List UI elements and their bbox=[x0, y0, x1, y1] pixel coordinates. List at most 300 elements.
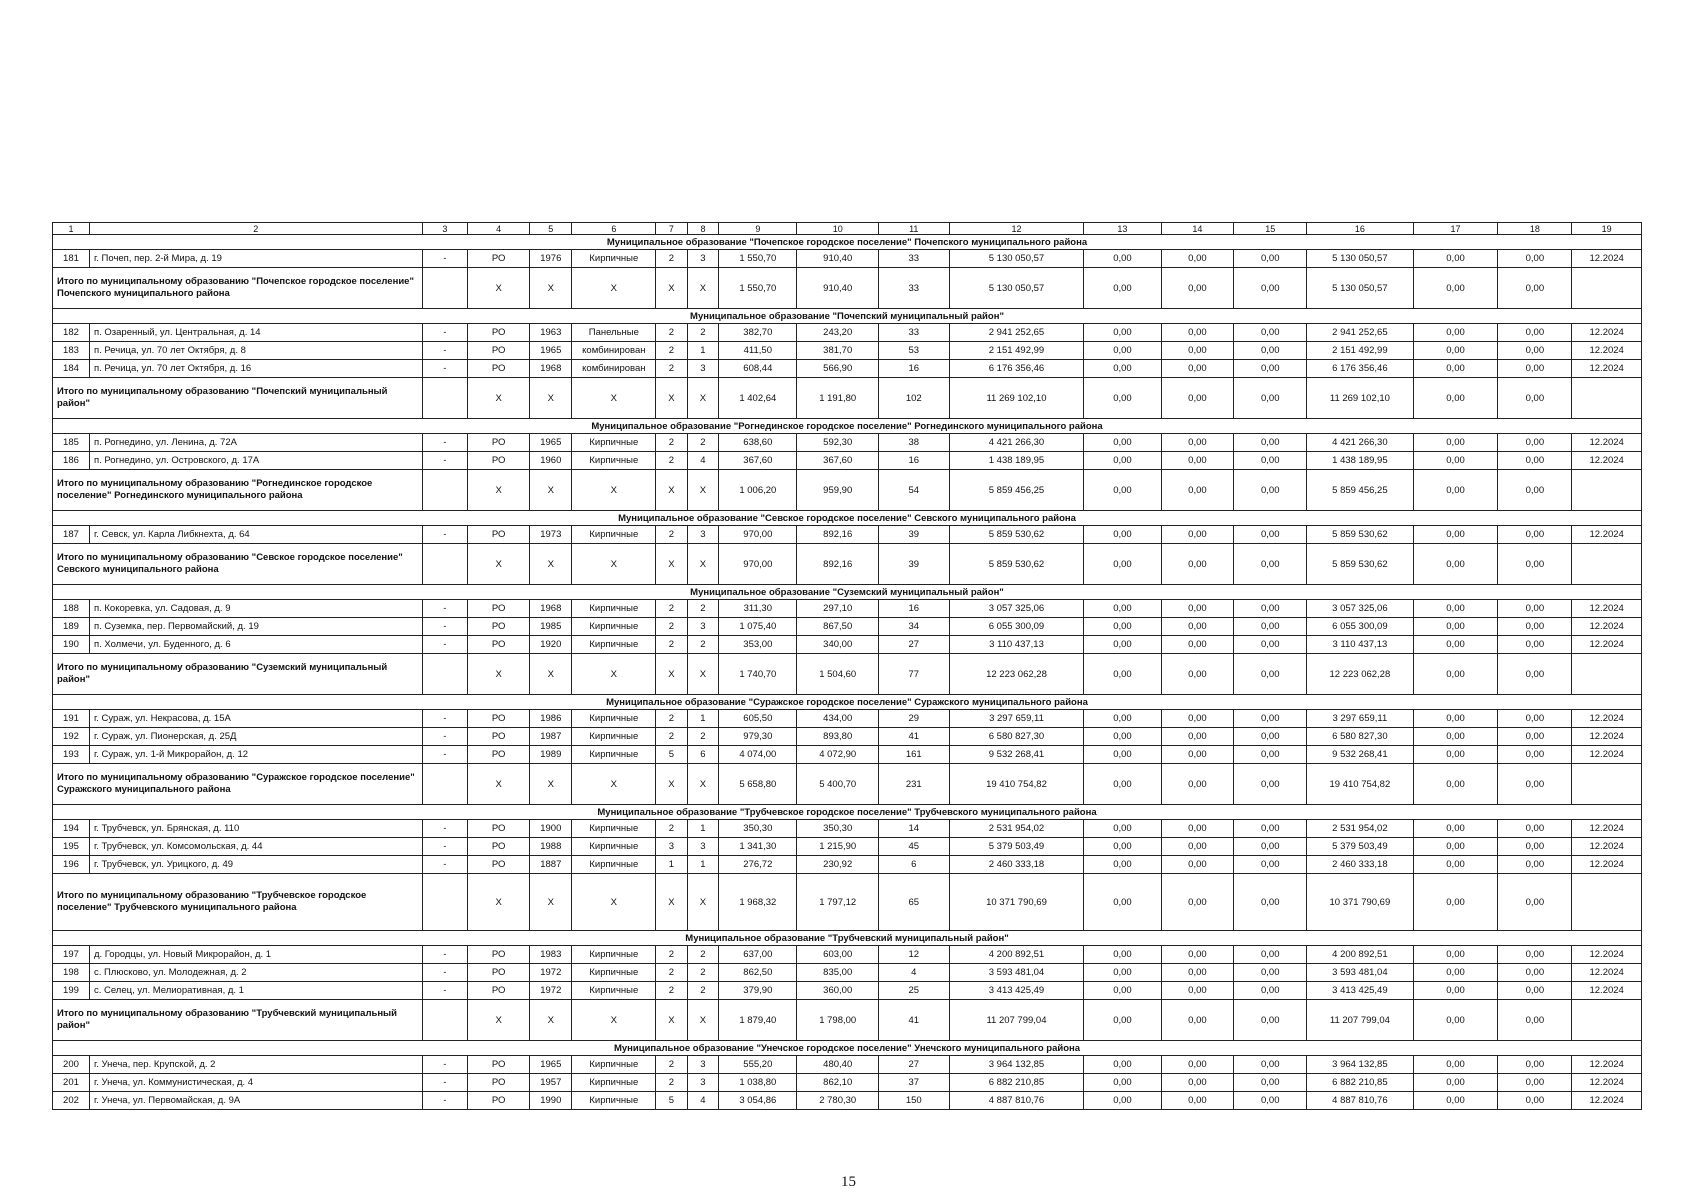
table-cell: 33 bbox=[878, 250, 949, 268]
subtotal-cell: Х bbox=[656, 654, 688, 695]
table-cell: - bbox=[422, 452, 468, 470]
table-row bbox=[53, 820, 1642, 838]
table-cell: 0,00 bbox=[1413, 1056, 1498, 1074]
subtotal-cell: Х bbox=[468, 268, 530, 309]
subtotal-cell: 0,00 bbox=[1161, 764, 1234, 805]
table-cell: 0,00 bbox=[1234, 1056, 1307, 1074]
table-row bbox=[53, 728, 1642, 746]
table-cell: 0,00 bbox=[1413, 946, 1498, 964]
table-cell: - bbox=[422, 434, 468, 452]
subtotal-cell: 0,00 bbox=[1413, 378, 1498, 419]
table-cell: 0,00 bbox=[1161, 1056, 1234, 1074]
subtotal-cell: 19 410 754,82 bbox=[1307, 764, 1414, 805]
subtotal-cell bbox=[422, 470, 468, 511]
subtotal-row bbox=[53, 268, 1642, 309]
table-cell: 276,72 bbox=[719, 856, 797, 874]
table-cell: 3 593 481,04 bbox=[1307, 964, 1414, 982]
table-cell: 862,50 bbox=[719, 964, 797, 982]
table-cell: 350,30 bbox=[797, 820, 879, 838]
table-cell: 189 bbox=[53, 618, 90, 636]
table-cell: РО bbox=[468, 982, 530, 1000]
table-cell: 0,00 bbox=[1161, 838, 1234, 856]
table-cell: 0,00 bbox=[1161, 946, 1234, 964]
table-cell: 12.2024 bbox=[1572, 618, 1642, 636]
table-cell: - bbox=[422, 360, 468, 378]
table-cell: 1986 bbox=[530, 710, 572, 728]
table-cell: 4 887 810,76 bbox=[1307, 1092, 1414, 1110]
table-cell: 2 bbox=[656, 1074, 688, 1092]
subtotal-cell: 0,00 bbox=[1084, 268, 1161, 309]
table-cell: 1990 bbox=[530, 1092, 572, 1110]
table-cell: 194 bbox=[53, 820, 90, 838]
table-cell: 0,00 bbox=[1498, 324, 1572, 342]
table-cell: 4 887 810,76 bbox=[949, 1092, 1084, 1110]
column-number-header: 1 bbox=[53, 223, 90, 235]
table-cell: 183 bbox=[53, 342, 90, 360]
table-cell: РО bbox=[468, 820, 530, 838]
subtotal-cell: Х bbox=[572, 874, 656, 931]
table-cell: 12.2024 bbox=[1572, 746, 1642, 764]
table-cell: 1957 bbox=[530, 1074, 572, 1092]
table-cell: 0,00 bbox=[1234, 820, 1307, 838]
subtotal-cell: Х bbox=[572, 1000, 656, 1041]
subtotal-cell: Х bbox=[530, 874, 572, 931]
column-number-header: 18 bbox=[1498, 223, 1572, 235]
table-cell: 12.2024 bbox=[1572, 982, 1642, 1000]
table-cell: 566,90 bbox=[797, 360, 879, 378]
subtotal-cell bbox=[1572, 378, 1642, 419]
table-cell: 0,00 bbox=[1413, 250, 1498, 268]
table-cell: 0,00 bbox=[1084, 526, 1161, 544]
table-cell: 16 bbox=[878, 360, 949, 378]
table-cell: 3 413 425,49 bbox=[949, 982, 1084, 1000]
table-cell: 0,00 bbox=[1234, 452, 1307, 470]
subtotal-cell bbox=[422, 654, 468, 695]
table-cell: РО bbox=[468, 710, 530, 728]
table-cell: 1 bbox=[687, 856, 719, 874]
subtotal-cell bbox=[422, 268, 468, 309]
table-cell: 12.2024 bbox=[1572, 946, 1642, 964]
address-cell: п. Речица, ул. 70 лет Октября, д. 16 bbox=[89, 360, 422, 378]
table-cell: 0,00 bbox=[1084, 1092, 1161, 1110]
table-cell: 0,00 bbox=[1084, 360, 1161, 378]
table-cell: 2 151 492,99 bbox=[1307, 342, 1414, 360]
table-cell: 0,00 bbox=[1161, 526, 1234, 544]
table-cell: 0,00 bbox=[1498, 946, 1572, 964]
table-cell: 605,50 bbox=[719, 710, 797, 728]
table-cell: 1 bbox=[687, 710, 719, 728]
municipality-title: Муниципальное образование "Трубчевское городское поселение" Трубчевского муниципального района bbox=[53, 805, 1642, 820]
table-cell: 0,00 bbox=[1413, 838, 1498, 856]
table-cell: 3 110 437,13 bbox=[949, 636, 1084, 654]
table-cell: РО bbox=[468, 324, 530, 342]
subtotal-cell: 1 879,40 bbox=[719, 1000, 797, 1041]
table-cell: 0,00 bbox=[1498, 618, 1572, 636]
table-cell: 12.2024 bbox=[1572, 856, 1642, 874]
subtotal-cell: 0,00 bbox=[1413, 1000, 1498, 1041]
subtotal-cell: Х bbox=[656, 544, 688, 585]
subtotal-cell: 0,00 bbox=[1234, 1000, 1307, 1041]
table-cell: 1983 bbox=[530, 946, 572, 964]
subtotal-cell: 0,00 bbox=[1161, 1000, 1234, 1041]
table-cell: 0,00 bbox=[1084, 746, 1161, 764]
municipality-title: Муниципальное образование "Почепское городское поселение" Почепского муниципального района bbox=[53, 235, 1642, 250]
table-cell: Панельные bbox=[572, 324, 656, 342]
column-number-header: 16 bbox=[1307, 223, 1414, 235]
table-cell: 27 bbox=[878, 636, 949, 654]
table-cell: 184 bbox=[53, 360, 90, 378]
subtotal-cell: 0,00 bbox=[1161, 268, 1234, 309]
table-cell: 12.2024 bbox=[1572, 250, 1642, 268]
address-cell: г. Трубчевск, ул. Брянская, д. 110 bbox=[89, 820, 422, 838]
subtotal-row bbox=[53, 378, 1642, 419]
table-cell: РО bbox=[468, 636, 530, 654]
table-cell: 12.2024 bbox=[1572, 342, 1642, 360]
table-cell: 5 859 530,62 bbox=[949, 526, 1084, 544]
subtotal-cell: Х bbox=[656, 874, 688, 931]
column-number-header: 9 bbox=[719, 223, 797, 235]
subtotal-cell: 0,00 bbox=[1498, 654, 1572, 695]
table-cell: - bbox=[422, 1092, 468, 1110]
table-cell: 12 bbox=[878, 946, 949, 964]
subtotal-cell: Х bbox=[468, 654, 530, 695]
subtotal-cell: 65 bbox=[878, 874, 949, 931]
subtotal-cell: 0,00 bbox=[1234, 654, 1307, 695]
table-cell: 3 bbox=[687, 838, 719, 856]
table-cell: 0,00 bbox=[1498, 434, 1572, 452]
table-cell: Кирпичные bbox=[572, 856, 656, 874]
subtotal-cell: 0,00 bbox=[1413, 470, 1498, 511]
subtotal-cell: Х bbox=[530, 654, 572, 695]
subtotal-cell: Х bbox=[656, 378, 688, 419]
table-cell: - bbox=[422, 1074, 468, 1092]
subtotal-cell: 0,00 bbox=[1413, 874, 1498, 931]
table-cell: 0,00 bbox=[1234, 1092, 1307, 1110]
column-number-header: 19 bbox=[1572, 223, 1642, 235]
table-cell: Кирпичные bbox=[572, 434, 656, 452]
subtotal-cell bbox=[422, 764, 468, 805]
page-number: 15 bbox=[841, 1174, 856, 1190]
table-cell: 3 057 325,06 bbox=[1307, 600, 1414, 618]
table-body bbox=[53, 223, 1642, 1110]
table-cell: Кирпичные bbox=[572, 1092, 656, 1110]
table-cell: 2 bbox=[687, 600, 719, 618]
table-row bbox=[53, 856, 1642, 874]
table-cell: 27 bbox=[878, 1056, 949, 1074]
table-cell: 37 bbox=[878, 1074, 949, 1092]
table-cell: 12.2024 bbox=[1572, 600, 1642, 618]
table-cell: 2 bbox=[656, 982, 688, 1000]
subtotal-cell: Х bbox=[468, 544, 530, 585]
table-cell: 3 593 481,04 bbox=[949, 964, 1084, 982]
subtotal-cell: Х bbox=[687, 764, 719, 805]
address-cell: с. Селец, ул. Мелиоративная, д. 1 bbox=[89, 982, 422, 1000]
table-cell: 0,00 bbox=[1234, 526, 1307, 544]
table-cell: 1 bbox=[687, 820, 719, 838]
subtotal-cell: Х bbox=[656, 268, 688, 309]
table-cell: 9 532 268,41 bbox=[949, 746, 1084, 764]
table-cell: 0,00 bbox=[1161, 1074, 1234, 1092]
table-cell: 190 bbox=[53, 636, 90, 654]
table-cell: РО bbox=[468, 1092, 530, 1110]
table-cell: 862,10 bbox=[797, 1074, 879, 1092]
subtotal-cell: 959,90 bbox=[797, 470, 879, 511]
table-cell: 14 bbox=[878, 820, 949, 838]
table-cell: 5 379 503,49 bbox=[1307, 838, 1414, 856]
address-cell: г. Сураж, ул. Некрасова, д. 15А bbox=[89, 710, 422, 728]
table-cell: 12.2024 bbox=[1572, 820, 1642, 838]
table-cell: 3 413 425,49 bbox=[1307, 982, 1414, 1000]
table-cell: 0,00 bbox=[1084, 1056, 1161, 1074]
table-cell: 1920 bbox=[530, 636, 572, 654]
table-cell: 0,00 bbox=[1413, 964, 1498, 982]
table-cell: 3 110 437,13 bbox=[1307, 636, 1414, 654]
table-cell: 0,00 bbox=[1084, 324, 1161, 342]
table-cell: 0,00 bbox=[1084, 600, 1161, 618]
table-cell: РО bbox=[468, 600, 530, 618]
table-cell: 6 882 210,85 bbox=[949, 1074, 1084, 1092]
subtotal-cell: Х bbox=[572, 764, 656, 805]
subtotal-cell: 12 223 062,28 bbox=[949, 654, 1084, 695]
table-cell: 0,00 bbox=[1413, 982, 1498, 1000]
table-cell: 1968 bbox=[530, 600, 572, 618]
subtotal-cell: 0,00 bbox=[1234, 544, 1307, 585]
subtotal-cell: 41 bbox=[878, 1000, 949, 1041]
subtotal-cell: 5 859 456,25 bbox=[949, 470, 1084, 511]
subtotal-cell: 5 130 050,57 bbox=[949, 268, 1084, 309]
table-cell: - bbox=[422, 710, 468, 728]
column-number-header: 13 bbox=[1084, 223, 1161, 235]
table-cell: 2 bbox=[656, 452, 688, 470]
table-cell: комбинирован bbox=[572, 342, 656, 360]
subtotal-cell: 0,00 bbox=[1161, 654, 1234, 695]
table-cell: 161 bbox=[878, 746, 949, 764]
table-cell: - bbox=[422, 342, 468, 360]
table-cell: 0,00 bbox=[1161, 982, 1234, 1000]
subtotal-cell: 0,00 bbox=[1161, 378, 1234, 419]
subtotal-cell: 102 bbox=[878, 378, 949, 419]
address-cell: г. Сураж, ул. Пионерская, д. 25Д bbox=[89, 728, 422, 746]
table-cell: 0,00 bbox=[1234, 1074, 1307, 1092]
table-cell: 5 bbox=[656, 1092, 688, 1110]
table-cell: 0,00 bbox=[1234, 250, 1307, 268]
subtotal-cell: 10 371 790,69 bbox=[1307, 874, 1414, 931]
table-cell: 1 075,40 bbox=[719, 618, 797, 636]
table-cell: 0,00 bbox=[1413, 728, 1498, 746]
subtotal-cell: Х bbox=[468, 764, 530, 805]
subtotal-cell: Х bbox=[656, 470, 688, 511]
subtotal-cell: 0,00 bbox=[1234, 470, 1307, 511]
subtotal-cell: 1 402,64 bbox=[719, 378, 797, 419]
subtotal-cell: 0,00 bbox=[1498, 874, 1572, 931]
table-cell: - bbox=[422, 964, 468, 982]
table-cell: 2 bbox=[656, 250, 688, 268]
table-cell: 892,16 bbox=[797, 526, 879, 544]
table-cell: 2 531 954,02 bbox=[1307, 820, 1414, 838]
column-number-header: 15 bbox=[1234, 223, 1307, 235]
section-header-row bbox=[53, 511, 1642, 526]
section-header-row bbox=[53, 585, 1642, 600]
table-cell: Кирпичные bbox=[572, 746, 656, 764]
table-cell: 38 bbox=[878, 434, 949, 452]
address-cell: г. Почеп, пер. 2-й Мира, д. 19 bbox=[89, 250, 422, 268]
table-cell: 0,00 bbox=[1161, 820, 1234, 838]
table-cell: 4 421 266,30 bbox=[1307, 434, 1414, 452]
table-cell: 555,20 bbox=[719, 1056, 797, 1074]
table-cell: 16 bbox=[878, 452, 949, 470]
subtotal-cell bbox=[422, 1000, 468, 1041]
table-cell: - bbox=[422, 820, 468, 838]
subtotal-cell: 0,00 bbox=[1161, 470, 1234, 511]
subtotal-row bbox=[53, 654, 1642, 695]
table-cell: 3 bbox=[687, 360, 719, 378]
table-row bbox=[53, 1074, 1642, 1092]
table-cell: 893,80 bbox=[797, 728, 879, 746]
table-cell: 39 bbox=[878, 526, 949, 544]
section-header-row bbox=[53, 1041, 1642, 1056]
subtotal-row bbox=[53, 544, 1642, 585]
subtotal-cell: 54 bbox=[878, 470, 949, 511]
table-cell: 6 580 827,30 bbox=[949, 728, 1084, 746]
table-cell: 2 bbox=[656, 964, 688, 982]
table-cell: 3 bbox=[687, 526, 719, 544]
table-cell: 2 bbox=[656, 434, 688, 452]
table-cell: 192 bbox=[53, 728, 90, 746]
subtotal-label: Итого по муниципальному образованию "Почепское городское поселение" Почепского муниципального района bbox=[53, 268, 423, 309]
table-cell: 0,00 bbox=[1161, 250, 1234, 268]
table-cell: 0,00 bbox=[1234, 746, 1307, 764]
subtotal-cell: 12 223 062,28 bbox=[1307, 654, 1414, 695]
table-row bbox=[53, 618, 1642, 636]
table-cell: 1987 bbox=[530, 728, 572, 746]
table-cell: 638,60 bbox=[719, 434, 797, 452]
table-cell: 2 bbox=[656, 600, 688, 618]
subtotal-cell: 5 859 530,62 bbox=[949, 544, 1084, 585]
table-cell: 0,00 bbox=[1498, 250, 1572, 268]
table-cell: Кирпичные bbox=[572, 1074, 656, 1092]
table-cell: 353,00 bbox=[719, 636, 797, 654]
subtotal-cell bbox=[1572, 470, 1642, 511]
table-cell: 0,00 bbox=[1413, 526, 1498, 544]
table-cell: 0,00 bbox=[1084, 618, 1161, 636]
table-cell: 2 460 333,18 bbox=[949, 856, 1084, 874]
table-cell: 1985 bbox=[530, 618, 572, 636]
subtotal-cell bbox=[1572, 874, 1642, 931]
table-cell: 4 bbox=[687, 1092, 719, 1110]
subtotal-cell: Х bbox=[468, 874, 530, 931]
table-cell: 195 bbox=[53, 838, 90, 856]
subtotal-cell: 0,00 bbox=[1084, 764, 1161, 805]
subtotal-cell: Х bbox=[656, 764, 688, 805]
table-cell: 9 532 268,41 bbox=[1307, 746, 1414, 764]
subtotal-cell: 0,00 bbox=[1084, 470, 1161, 511]
subtotal-label: Итого по муниципальному образованию "Трубчевское городское поселение" Трубчевского муниципального района bbox=[53, 874, 423, 931]
table-cell: 0,00 bbox=[1084, 250, 1161, 268]
municipality-title: Муниципальное образование "Рогнединское городское поселение" Рогнединского муниципального района bbox=[53, 419, 1642, 434]
table-cell: 350,30 bbox=[719, 820, 797, 838]
municipality-title: Муниципальное образование "Почепский муниципальный район" bbox=[53, 309, 1642, 324]
subtotal-cell: 0,00 bbox=[1498, 1000, 1572, 1041]
municipality-title: Муниципальное образование "Унечское городское поселение" Унечского муниципального района bbox=[53, 1041, 1642, 1056]
subtotal-label: Итого по муниципальному образованию "Суземский муниципальный район" bbox=[53, 654, 423, 695]
subtotal-cell: 5 859 530,62 bbox=[1307, 544, 1414, 585]
table-cell: 12.2024 bbox=[1572, 1056, 1642, 1074]
table-cell: 637,00 bbox=[719, 946, 797, 964]
table-cell: 4 200 892,51 bbox=[949, 946, 1084, 964]
subtotal-cell bbox=[1572, 1000, 1642, 1041]
table-cell: 1965 bbox=[530, 1056, 572, 1074]
subtotal-cell: 11 269 102,10 bbox=[1307, 378, 1414, 419]
table-cell: 835,00 bbox=[797, 964, 879, 982]
table-cell: Кирпичные bbox=[572, 820, 656, 838]
address-cell: д. Городцы, ул. Новый Микрорайон, д. 1 bbox=[89, 946, 422, 964]
table-cell: 340,00 bbox=[797, 636, 879, 654]
address-cell: п. Озаренный, ул. Центральная, д. 14 bbox=[89, 324, 422, 342]
table-cell: 12.2024 bbox=[1572, 1092, 1642, 1110]
table-cell: 0,00 bbox=[1413, 342, 1498, 360]
table-cell: 3 bbox=[687, 1074, 719, 1092]
table-cell: 2 bbox=[687, 636, 719, 654]
subtotal-cell: 5 658,80 bbox=[719, 764, 797, 805]
table-cell: 12.2024 bbox=[1572, 452, 1642, 470]
address-cell: г. Сураж, ул. 1-й Микрорайон, д. 12 bbox=[89, 746, 422, 764]
table-cell: 0,00 bbox=[1084, 710, 1161, 728]
table-row bbox=[53, 600, 1642, 618]
table-cell: 25 bbox=[878, 982, 949, 1000]
table-cell: Кирпичные bbox=[572, 838, 656, 856]
table-cell: 3 bbox=[687, 250, 719, 268]
table-cell: Кирпичные bbox=[572, 964, 656, 982]
address-cell: г. Севск, ул. Карла Либкнехта, д. 64 bbox=[89, 526, 422, 544]
table-cell: РО bbox=[468, 964, 530, 982]
table-cell: 0,00 bbox=[1161, 434, 1234, 452]
table-cell: 6 580 827,30 bbox=[1307, 728, 1414, 746]
table-cell: 480,40 bbox=[797, 1056, 879, 1074]
subtotal-cell: Х bbox=[530, 378, 572, 419]
table-cell: 12.2024 bbox=[1572, 360, 1642, 378]
table-cell: 5 130 050,57 bbox=[949, 250, 1084, 268]
table-cell: 603,00 bbox=[797, 946, 879, 964]
column-number-header: 2 bbox=[89, 223, 422, 235]
table-cell: 12.2024 bbox=[1572, 1074, 1642, 1092]
table-cell: 187 bbox=[53, 526, 90, 544]
table-cell: 0,00 bbox=[1498, 1092, 1572, 1110]
table-cell: 2 bbox=[656, 360, 688, 378]
table-cell: 1 438 189,95 bbox=[949, 452, 1084, 470]
table-cell: 434,00 bbox=[797, 710, 879, 728]
table-cell: 6 176 356,46 bbox=[1307, 360, 1414, 378]
table-cell: 1972 bbox=[530, 964, 572, 982]
table-cell: 1 bbox=[656, 856, 688, 874]
subtotal-cell: 0,00 bbox=[1234, 874, 1307, 931]
subtotal-cell: 0,00 bbox=[1498, 544, 1572, 585]
table-cell: 0,00 bbox=[1234, 324, 1307, 342]
table-cell: 0,00 bbox=[1234, 360, 1307, 378]
table-cell: 0,00 bbox=[1084, 946, 1161, 964]
table-cell: 0,00 bbox=[1084, 728, 1161, 746]
table-cell: 0,00 bbox=[1234, 838, 1307, 856]
table-cell: - bbox=[422, 526, 468, 544]
column-number-header: 14 bbox=[1161, 223, 1234, 235]
subtotal-cell: 5 859 456,25 bbox=[1307, 470, 1414, 511]
table-cell: 3 bbox=[687, 618, 719, 636]
table-cell: 2 bbox=[687, 728, 719, 746]
subtotal-cell: Х bbox=[572, 654, 656, 695]
address-cell: с. Плюсково, ул. Молодежная, д. 2 bbox=[89, 964, 422, 982]
table-cell: 0,00 bbox=[1234, 618, 1307, 636]
subtotal-cell: 19 410 754,82 bbox=[949, 764, 1084, 805]
table-cell: 0,00 bbox=[1498, 728, 1572, 746]
